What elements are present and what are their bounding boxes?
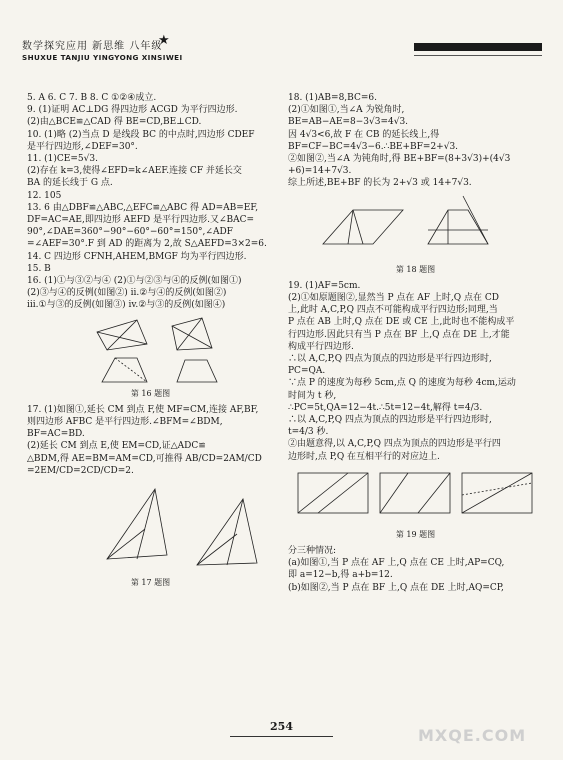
header-rule bbox=[414, 55, 542, 56]
text-line: iii.①与③的反例(如图③) iv.②与③的反例(如图④) bbox=[27, 300, 226, 311]
text-line: BA 的延长线于 G 点. bbox=[27, 178, 113, 189]
text-line: 11. (1)CE=5√3. bbox=[27, 154, 98, 165]
watermark: MXQE.COM bbox=[418, 726, 527, 745]
caption-16: 第 16 题图 bbox=[130, 388, 171, 398]
text-line: t=4/3 秒. bbox=[288, 427, 329, 438]
text-line: 因 4√3<6,故 F 在 CB 的延长线上,得 bbox=[288, 129, 440, 140]
text-line: 14. C 四边形 CFNH,AHEM,BMGF 均为平行四边形. bbox=[27, 251, 247, 262]
figure-17 bbox=[27, 479, 274, 575]
star-icon: ★ bbox=[158, 33, 170, 48]
text-line: (2)存在 k=3,使得∠EFD=k∠AEF.连接 CF 并延长交 bbox=[27, 166, 242, 177]
text-line: (2)延长 CM 到点 E,使 EM=CD,证△ADC≌ bbox=[27, 441, 206, 452]
text-line: 19. (1)AF=5cm. bbox=[288, 280, 361, 291]
text-line: P 点在 AB 上时,Q 点在 DE 或 CE 上,此时也不能构成平 bbox=[288, 317, 515, 328]
text-line: 10. (1)略 (2)当点 D 是线段 BC 的中点时,四边形 CDEF bbox=[27, 129, 255, 140]
text-line: ∴以 A,C,P,Q 四点为顶点的四边形是平行四边形时, bbox=[288, 415, 492, 426]
text-line: 即 a=12−b,得 a+b=12. bbox=[288, 570, 393, 581]
text-line: =∠AEF=30°.F 到 AD 的距离为 2,故 S△AEFD=3×2=6. bbox=[27, 239, 267, 250]
text-line: ②由题意得,以 A,C,P,Q 四点为顶点的四边形是平行四 bbox=[288, 439, 501, 450]
caption-18: 第 18 题图 bbox=[395, 264, 436, 274]
text-line: DF=AC=AE,即四边形 AEFD 是平行四边形.又∠BAC= bbox=[27, 215, 255, 226]
left-column bbox=[27, 92, 274, 589]
figure-18 bbox=[288, 192, 543, 262]
text-line: 综上所述,BE+BF 的长为 2+√3 或 14+7√3. bbox=[288, 178, 472, 189]
text-line: ②如图②,当∠A 为钝角时,得 BE+BF=(8+3√3)+(4√3 bbox=[288, 154, 511, 165]
figure-19 bbox=[288, 465, 543, 527]
caption-17: 第 17 题图 bbox=[130, 578, 171, 588]
text-line: 分三种情况: bbox=[288, 546, 337, 557]
text-line: 15. B bbox=[27, 263, 51, 274]
text-line: 则四边形 AFBC 是平行四边形.∠BFM=∠BDM, bbox=[27, 417, 223, 428]
text-line: ∴以 A,C,P,Q 四点为顶点的四边形是平行四边形时, bbox=[288, 354, 492, 365]
text-line: (2)①如原题图②,显然当 P 点在 AF 上时,Q 点在 CD bbox=[288, 293, 499, 304]
text-line: BF=CF−BC=4√3−6.∴BE+BF=2+√3. bbox=[288, 141, 459, 152]
figure-16 bbox=[27, 314, 274, 386]
figure-17-drawing bbox=[27, 479, 274, 575]
text-line: 5. A 6. C 7. B 8. C ①②④成立. bbox=[27, 93, 157, 103]
header-title: 数学探究应用 新思维 八年级 bbox=[22, 41, 163, 52]
text-line: ∴PC=5t,QA=12−4t.∴5t=12−4t,解得 t=4/3. bbox=[288, 402, 483, 413]
figure-16-drawing bbox=[27, 314, 274, 386]
text-line: (2)③与④的反例(如图②) ii.②与④的反例(如图②) bbox=[27, 288, 227, 299]
text-line: (2)由△BCE≌△CAD 得 BE=CD,BE⊥CD. bbox=[27, 117, 202, 128]
text-line: 17. (1)如图①,延长 CM 到点 F,使 MF=CM,连接 AF,BF, bbox=[27, 404, 259, 415]
right-column bbox=[288, 92, 543, 594]
footer-rule bbox=[230, 736, 333, 737]
text-line: 是平行四边形,∠DEF=30°. bbox=[27, 141, 138, 152]
text-line: BF=AC=BD. bbox=[27, 429, 85, 440]
text-line: ∵点 P 的速度为每秒 5cm,点 Q 的速度为每秒 4cm,运动 bbox=[288, 378, 516, 389]
text-line: 行四边形.因此只有当 P 点在 BF 上,Q 点在 DE 上,才能 bbox=[288, 329, 510, 340]
text-line: =2EM/CD=2CD/CD=2. bbox=[27, 465, 134, 476]
text-line: 构成平行四边形. bbox=[288, 341, 354, 352]
figure-18-drawing bbox=[288, 192, 543, 262]
text-line: 上,此时 A,C,P,Q 四点不可能构成平行四边形;同理,当 bbox=[288, 305, 498, 316]
text-line: PC=QA. bbox=[288, 366, 326, 377]
text-line: △BDM,得 AE=BM=AM=CD,可推得 AB/CD=2AM/CD bbox=[27, 453, 262, 464]
text-line: 90°,∠DAE=360°−90°−60°−60°=150°,∠ADF bbox=[27, 227, 233, 238]
caption-19: 第 19 题图 bbox=[395, 529, 436, 539]
text-line: 12. 105 bbox=[27, 190, 62, 201]
figure-19-drawing bbox=[288, 465, 543, 527]
text-line: 18. (1)AB=8,BC=6. bbox=[288, 93, 377, 103]
text-line: (2)①如图①,当∠A 为锐角时, bbox=[288, 105, 405, 116]
header-subtitle: SHUXUE TANJIU YINGYONG XINSIWEI bbox=[22, 53, 183, 62]
page-number: 254 bbox=[270, 720, 293, 733]
text-line: 时间为 t 秒, bbox=[288, 390, 337, 401]
text-line: 13. 6 由△DBF≌△ABC,△EFC≌△ABC 得 AD=AB=EF, bbox=[27, 202, 259, 213]
text-line: 边形时,点 P,Q 在互相平行的对应边上. bbox=[288, 451, 440, 462]
text-line: BE=AB−AE=8−3√3=4√3. bbox=[288, 117, 409, 128]
header-bar bbox=[414, 43, 542, 51]
text-line: 9. (1)证明 AC⊥DG 得四边形 ACGD 为平行四边形. bbox=[27, 105, 238, 116]
text-line: (a)如图①,当 P 点在 AF 上,Q 点在 CE 上时,AP=CQ, bbox=[288, 558, 505, 569]
text-line: 16. (1)①与③②与④ (2)①与②③与④的反例(如图①) bbox=[27, 276, 242, 287]
text-line: +6)=14+7√3. bbox=[288, 166, 352, 177]
text-line: (b)如图②,当 P 点在 BF 上,Q 点在 DE 上时,AQ=CP, bbox=[288, 582, 504, 593]
